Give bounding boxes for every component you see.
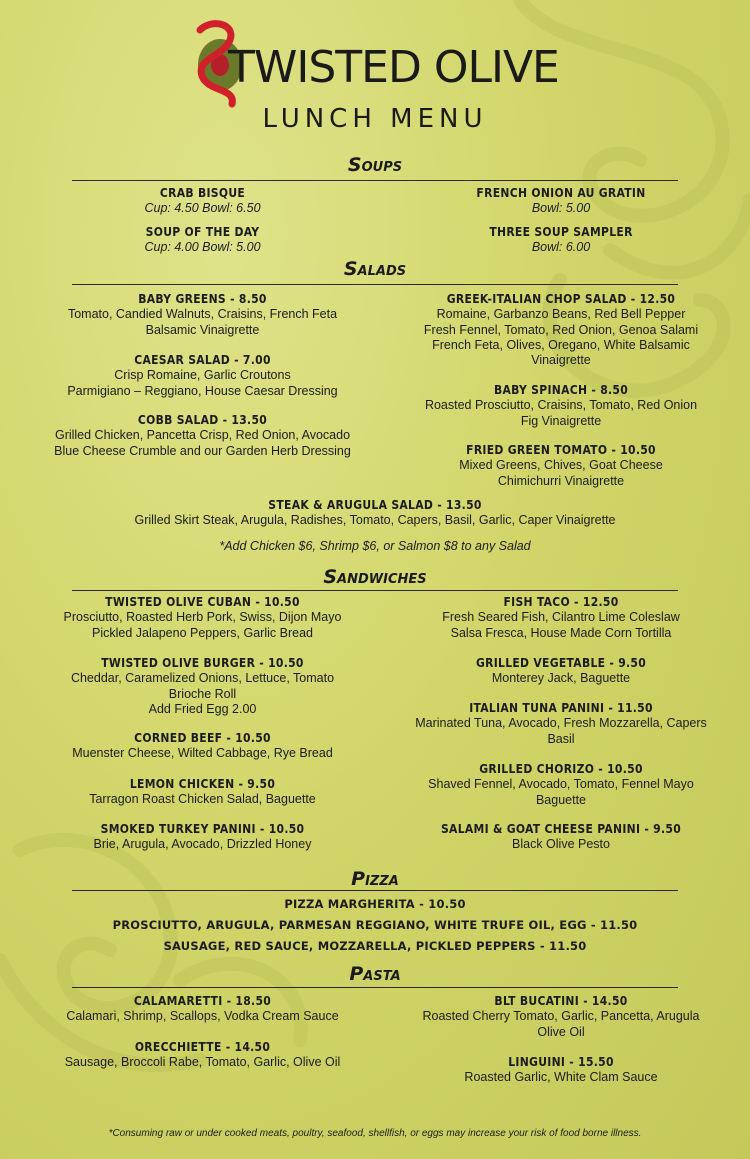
item-desc: Muenster Cheese, Wilted Cabbage, Rye Bread [72,746,333,761]
menu-item [30,777,375,808]
item-desc: Mixed Greens, Chives, Goat Cheese [459,458,663,473]
item-name: GREEK-ITALIAN CHOP SALAD - 12.50 [446,292,676,306]
item-name: BABY SPINACH - 8.50 [493,383,629,397]
menu-item [388,701,734,747]
item-name: ORECCHIETTE - 14.50 [134,1040,271,1054]
item-desc: Shaved Fennel, Avocado, Tomato, Fennel Mayo [428,777,694,792]
item-name: CALAMARETTI - 18.50 [133,994,272,1008]
item-name: BABY GREENS - 8.50 [138,292,267,306]
item-name: SALAMI & GOAT CHEESE PANINI - 9.50 [440,822,682,836]
item-name: LINGUINI - 15.50 [508,1055,614,1069]
item-desc: Crisp Romaine, Garlic Croutons [114,368,291,383]
section-divider [72,987,678,988]
item-name: SMOKED TURKEY PANINI - 10.50 [100,822,305,836]
item-desc: Brie, Arugula, Avocado, Drizzled Honey [93,837,312,852]
menu-item [30,353,375,399]
section-title-salads: Salads [343,258,407,280]
item-desc: Olive Oil [537,1024,585,1039]
menu-item [30,186,375,217]
pizza-item: SAUSAGE, RED SAUCE, MOZZARELLA, PICKLED PEPPERS - 11.50 [163,939,587,953]
item-desc: Calamari, Shrimp, Scallops, Vodka Cream Sauce [66,1009,339,1024]
section-divider [72,180,678,181]
item-desc: Balsamic Vinaigrette [145,322,260,337]
logo-subtitle: LUNCH MENU [262,104,488,134]
item-name: GRILLED VEGETABLE - 9.50 [475,656,647,670]
item-desc: French Feta, Olives, Oregano, White Balsamic [432,337,690,352]
menu-item [30,1040,375,1071]
item-name: GRILLED CHORIZO - 10.50 [479,762,643,776]
menu-item [388,994,734,1040]
item-name: FRENCH ONION AU GRATIN [476,186,646,200]
item-desc: Roasted Garlic, White Clam Sauce [464,1070,658,1085]
item-desc: Baguette [535,792,587,807]
logo [0,42,750,102]
item-desc: Salsa Fresca, House Made Corn Tortilla [450,625,672,640]
item-desc: Tarragon Roast Chicken Salad, Baguette [89,792,316,807]
item-name: BLT BUCATINI - 14.50 [494,994,628,1008]
item-desc: Blue Cheese Crumble and our Garden Herb Dressing [54,443,351,458]
item-desc: Vinaigrette [531,353,591,368]
item-price: Bowl: 6.00 [531,240,591,255]
item-desc: Pickled Jalapeno Peppers, Garlic Bread [92,625,313,640]
section-title-pizza: Pizza [351,868,399,890]
item-name: CRAB BISQUE [159,186,246,200]
health-disclaimer: *Consuming raw or under cooked meats, poultry, seafood, shellfish, or eggs may increase your risk of food borne illness. [108,1128,642,1139]
item-desc: Brioche Roll [168,686,237,701]
item-name: CORNED BEEF - 10.50 [134,731,271,745]
section-divider [72,590,678,591]
item-name: COBB SALAD - 13.50 [137,413,268,427]
item-desc: Grilled Chicken, Pancetta Crisp, Red Onion, Avocado [54,428,351,443]
menu-item [30,292,375,338]
pizza-item: PROSCIUTTO, ARUGULA, PARMESAN REGGIANO, WHITE TRUFE OIL, EGG - 11.50 [112,918,638,932]
item-name: STEAK & ARUGULA SALAD - 13.50 [268,498,482,512]
item-name: LEMON CHICKEN - 9.50 [129,777,276,791]
pizza-item: PIZZA MARGHERITA - 10.50 [284,897,466,911]
section-divider [72,284,678,285]
item-name: SOUP OF THE DAY [145,225,260,239]
item-price: Cup: 4.50 Bowl: 6.50 [144,201,261,216]
item-desc: Roasted Prosciutto, Craisins, Tomato, Red Onion [424,398,698,413]
item-desc: Tomato, Candied Walnuts, Craisins, French Feta [67,307,338,322]
item-desc: Romaine, Garbanzo Beans, Red Bell Pepper [436,307,686,322]
item-desc: Fig Vinaigrette [520,413,602,428]
menu-item [30,595,375,641]
item-name: THREE SOUP SAMPLER [489,225,633,239]
section-title-soups: Soups [347,154,403,176]
section-title-sandwiches: Sandwiches [323,566,427,588]
menu-item [30,822,375,853]
menu-item [20,498,730,529]
item-name: TWISTED OLIVE BURGER - 10.50 [101,656,304,670]
item-desc: Fresh Fennel, Tomato, Red Onion, Genoa Salami [423,322,699,337]
menu-item [388,822,734,853]
menu-item [388,762,734,808]
salad-addon-note: *Add Chicken $6, Shrimp $6, or Salmon $8 to any Salad [219,539,531,553]
item-name: TWISTED OLIVE CUBAN - 10.50 [105,595,300,609]
item-desc: Fresh Seared Fish, Cilantro Lime Coleslaw [442,610,680,625]
section-divider [72,890,678,891]
item-desc: Roasted Cherry Tomato, Garlic, Pancetta, Arugula [422,1009,700,1024]
item-desc: Monterey Jack, Baguette [491,671,631,686]
item-name: CAESAR SALAD - 7.00 [134,353,271,367]
section-title-pasta: Pasta [349,963,401,985]
item-desc: Basil [547,731,575,746]
menu-item [388,595,734,641]
menu-item [388,656,734,687]
menu-item [388,443,734,489]
logo-name: TWISTED OLIVE [228,42,559,93]
item-desc: Cheddar, Caramelized Onions, Lettuce, Tomato [70,671,335,686]
item-desc: Parmigiano – Reggiano, House Caesar Dressing [67,383,338,398]
item-desc: Add Fried Egg 2.00 [148,701,257,716]
item-name: FRIED GREEN TOMATO - 10.50 [466,443,656,457]
menu-item [30,413,375,459]
menu-item [30,225,375,256]
item-desc: Black Olive Pesto [512,837,610,852]
menu-item [388,225,734,256]
item-desc: Sausage, Broccoli Rabe, Tomato, Garlic, Olive Oil [64,1055,341,1070]
menu-item [30,731,375,762]
item-name: FISH TACO - 12.50 [503,595,619,609]
menu-item [388,186,734,217]
item-desc: Marinated Tuna, Avocado, Fresh Mozzarella, Capers [415,716,707,731]
item-desc: Chimichurri Vinaigrette [497,473,625,488]
menu-item [30,994,375,1025]
item-price: Cup: 4.00 Bowl: 5.00 [144,240,261,255]
menu-item [388,1055,734,1086]
menu-item [30,656,375,717]
item-desc: Grilled Skirt Steak, Arugula, Radishes, Tomato, Capers, Basil, Garlic, Caper Vinaigrette [134,513,616,528]
item-price: Bowl: 5.00 [531,201,591,216]
menu-item [388,383,734,429]
menu-item [388,292,734,368]
item-desc: Prosciutto, Roasted Herb Pork, Swiss, Dijon Mayo [63,610,342,625]
item-name: ITALIAN TUNA PANINI - 11.50 [469,701,653,715]
